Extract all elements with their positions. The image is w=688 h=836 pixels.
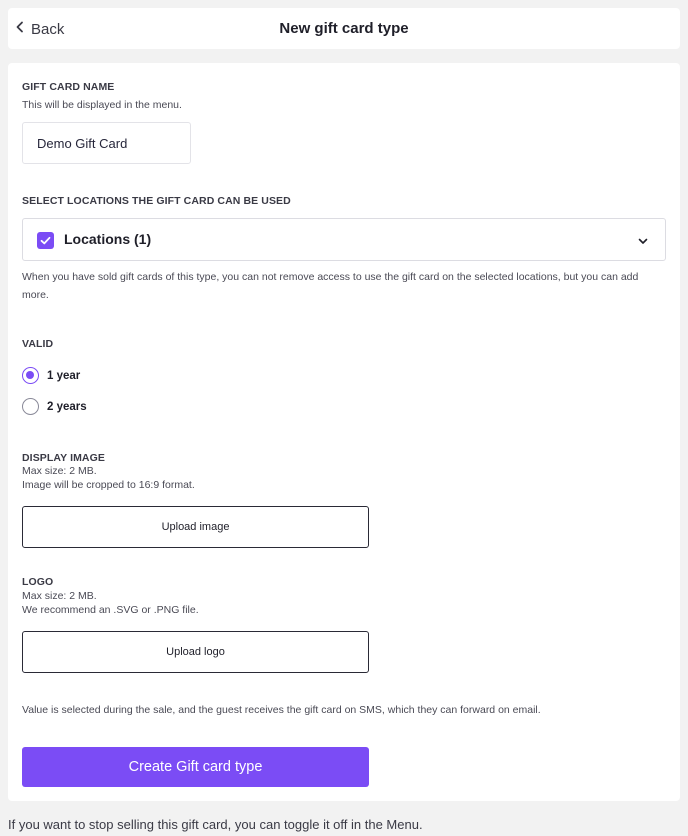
upload-image-button[interactable]: Upload image — [22, 506, 369, 548]
display-image-format-help: Image will be cropped to 16:9 format. — [22, 479, 195, 491]
gift-card-form — [8, 63, 680, 801]
valid-option-1-year[interactable] — [22, 367, 80, 384]
value-note: Value is selected during the sale, and the guest receives the gift card on SMS, which they can forward on email. — [22, 704, 541, 716]
valid-option-label: 2 years — [47, 400, 87, 413]
back-label: Back — [31, 20, 65, 38]
create-gift-card-type-button[interactable]: Create Gift card type — [22, 747, 369, 787]
checkmark-icon — [37, 232, 54, 249]
locations-select-label: Locations (1) — [64, 231, 152, 247]
logo-size-help: Max size: 2 MB. — [22, 590, 97, 602]
display-image-size-help: Max size: 2 MB. — [22, 465, 97, 477]
chevron-down-icon — [637, 234, 649, 246]
radio-selected[interactable] — [22, 367, 39, 384]
gift-card-name-help: This will be displayed in the menu. — [22, 99, 182, 111]
valid-label: VALID — [22, 338, 54, 350]
locations-dropdown[interactable] — [22, 218, 666, 261]
display-image-label: DISPLAY IMAGE — [22, 452, 105, 464]
logo-label: LOGO — [22, 576, 54, 588]
logo-format-help: We recommend an .SVG or .PNG file. — [22, 604, 199, 616]
locations-checkbox[interactable] — [37, 232, 54, 249]
locations-label: SELECT LOCATIONS THE GIFT CARD CAN BE USED — [22, 195, 291, 207]
page-title: New gift card type — [279, 20, 409, 37]
upload-logo-button[interactable]: Upload logo — [22, 631, 369, 673]
locations-note: When you have sold gift cards of this type, you can not remove access to use the gift card on the selected locations, but you can add more. — [22, 271, 639, 301]
gift-card-name-input[interactable] — [22, 122, 191, 164]
valid-option-2-years[interactable] — [22, 398, 87, 415]
radio-unselected[interactable] — [22, 398, 39, 415]
valid-option-label: 1 year — [47, 369, 81, 382]
footer-note: If you want to stop selling this gift card, you can toggle it off in the Menu. — [8, 817, 423, 832]
top-bar — [8, 8, 680, 49]
gift-card-name-label: GIFT CARD NAME — [22, 81, 115, 93]
